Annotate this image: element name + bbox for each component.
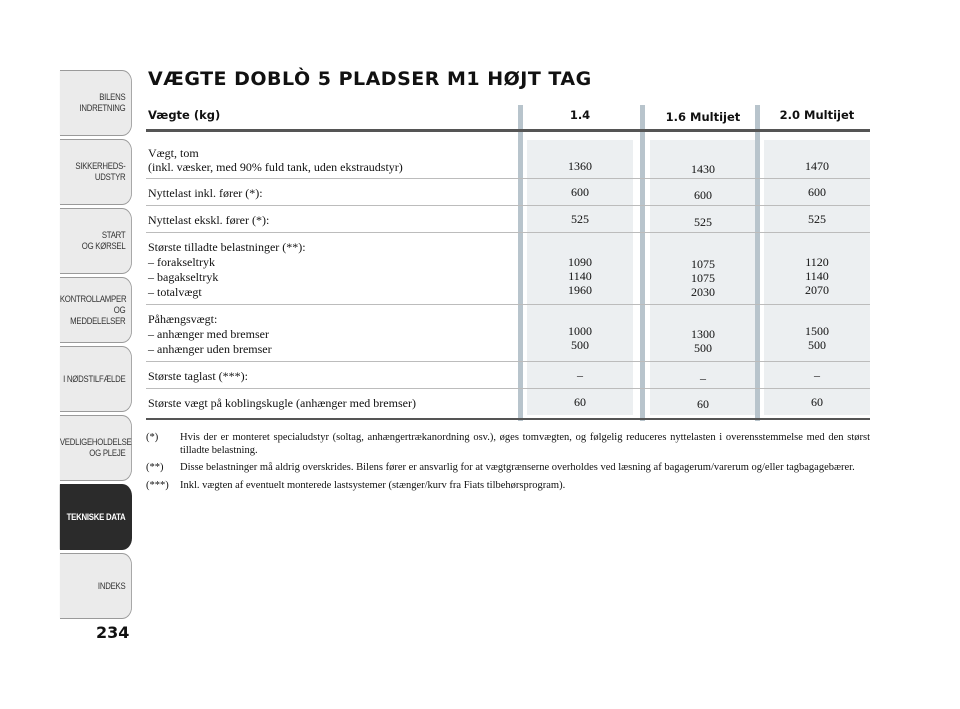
tab-label: TEKNISKE DATA (66, 511, 126, 523)
cell-value: 1430 (691, 162, 715, 176)
tab-label: BILENS (99, 92, 126, 103)
row-label: Påhængsvægt: (148, 312, 218, 326)
row-label: Største taglast (***): (148, 369, 248, 383)
cell-value: 1500 (805, 324, 829, 338)
cell-value: 600 (808, 185, 826, 199)
row-divider (146, 205, 870, 206)
cell-value: 1075 (691, 271, 715, 285)
tab-label: UDSTYR (94, 172, 126, 183)
cell-value: 1960 (568, 283, 592, 297)
header-1-6-multijet: 1.6 Multijet (665, 110, 741, 124)
row-label: Nyttelast inkl. fører (*): (148, 186, 263, 200)
cell-value: 600 (571, 185, 589, 199)
cell-value: 1360 (568, 159, 592, 173)
column-separator (518, 105, 523, 421)
header-2-0-multijet: 2.0 Multijet (779, 108, 855, 122)
cell-value: 60 (811, 395, 823, 409)
cell-value: 1075 (691, 257, 715, 271)
row-label: – totalvægt (148, 285, 202, 299)
cell-value: 500 (694, 341, 712, 355)
cell-value: 1300 (691, 327, 715, 341)
tab-label: SIKKERHEDS- (75, 161, 126, 172)
cell-value: 500 (571, 338, 589, 352)
header-rule (146, 129, 870, 132)
cell-value: 525 (571, 212, 589, 226)
row-label: – forakseltryk (148, 255, 215, 269)
row-divider (146, 178, 870, 179)
footnote (146, 462, 870, 475)
row-label: – bagakseltryk (148, 270, 219, 284)
row-label: Største tilladte belastninger (**): (148, 240, 306, 254)
tab-label: INDEKS (97, 580, 126, 592)
column-separator (640, 105, 645, 421)
header-weights: Vægte (kg) (148, 108, 221, 122)
tab-kontrollamper[interactable] (60, 277, 132, 343)
tab-indeks[interactable] (60, 553, 132, 619)
tab-label: START (101, 230, 126, 241)
cell-value: 60 (697, 397, 709, 411)
footnote (146, 432, 870, 457)
tab-i-nodstilfaelde[interactable] (60, 346, 132, 412)
cell-value: 525 (694, 215, 712, 229)
footnote-text: Hvis der er monteret specialudstyr (soltag, anhængertrækanordning osv.), øges tomvægten, og følgelig reduceres nyttelasten i overensstemmelse med den størst tilladte belastning. (180, 432, 870, 456)
row-label: (inkl. væsker, med 90% fuld tank, uden ekstraudstyr) (148, 160, 403, 174)
page-number: 234 (96, 623, 130, 642)
tab-label: OG MEDDELELSER (70, 304, 126, 327)
row-label: Nyttelast ekskl. fører (*): (148, 213, 270, 227)
cell-value: 1000 (568, 324, 592, 338)
row-divider (146, 232, 870, 233)
footnote (146, 480, 870, 493)
row-label: – anhænger uden bremser (148, 342, 272, 356)
row-label: – anhænger med bremser (148, 327, 269, 341)
footnote-mark: (*) (146, 432, 159, 443)
page-title: VÆGTE DOBLÒ 5 PLADSER M1 HØJT TAG (148, 68, 592, 90)
footnotes (146, 432, 870, 497)
header-1-4: 1.4 (569, 108, 591, 122)
tab-label: OG PLEJE (89, 448, 126, 459)
row-divider (146, 361, 870, 362)
cell-value: – (814, 368, 820, 382)
cell-value: 1120 (805, 255, 829, 269)
table-bottom-rule (146, 418, 870, 420)
cell-value: 500 (808, 338, 826, 352)
row-label: Største vægt på koblingskugle (anhænger med bremser) (148, 396, 416, 410)
row-divider (146, 388, 870, 389)
cell-value: – (700, 371, 706, 385)
tab-sikkerhedsudstyr[interactable] (60, 139, 132, 205)
tab-label: KONTROLLAMPER (59, 293, 127, 305)
footnote-text: Disse belastninger må aldrig overskrides. Bilens fører er ansvarlig for at vægtgrænserne overholdes ved læsning af bagagerum/varerum og/eller tagbagagebærer. (180, 462, 855, 473)
cell-value: 1140 (805, 269, 829, 283)
cell-value: 60 (574, 395, 586, 409)
tab-tekniske-data[interactable] (60, 484, 132, 550)
tab-label: I NØDSTILFÆLDE (63, 373, 126, 385)
cell-value: – (577, 368, 583, 382)
row-label: Vægt, tom (148, 146, 199, 160)
cell-value: 1470 (805, 159, 829, 173)
cell-value: 2070 (805, 283, 829, 297)
cell-value: 1140 (568, 269, 592, 283)
tab-label: OG KØRSEL (81, 241, 126, 252)
row-divider (146, 304, 870, 305)
footnote-mark: (**) (146, 462, 164, 473)
cell-value: 600 (694, 188, 712, 202)
cell-value: 525 (808, 212, 826, 226)
footnote-text: Inkl. vægten af eventuelt monterede lastsystemer (stænger/kurv fra Fiats tilbehørsprogram). (180, 479, 566, 491)
tab-start-og-korsel[interactable] (60, 208, 132, 274)
cell-value: 2030 (691, 285, 715, 299)
tab-vedligeholdelse[interactable] (60, 415, 132, 481)
tab-bilens-indretning[interactable] (60, 70, 132, 136)
tab-label: VEDLIGEHOLDELSE (59, 437, 132, 448)
footnote-mark: (***) (146, 479, 169, 491)
cell-value: 1090 (568, 255, 592, 269)
tab-label: INDRETNING (79, 103, 126, 114)
